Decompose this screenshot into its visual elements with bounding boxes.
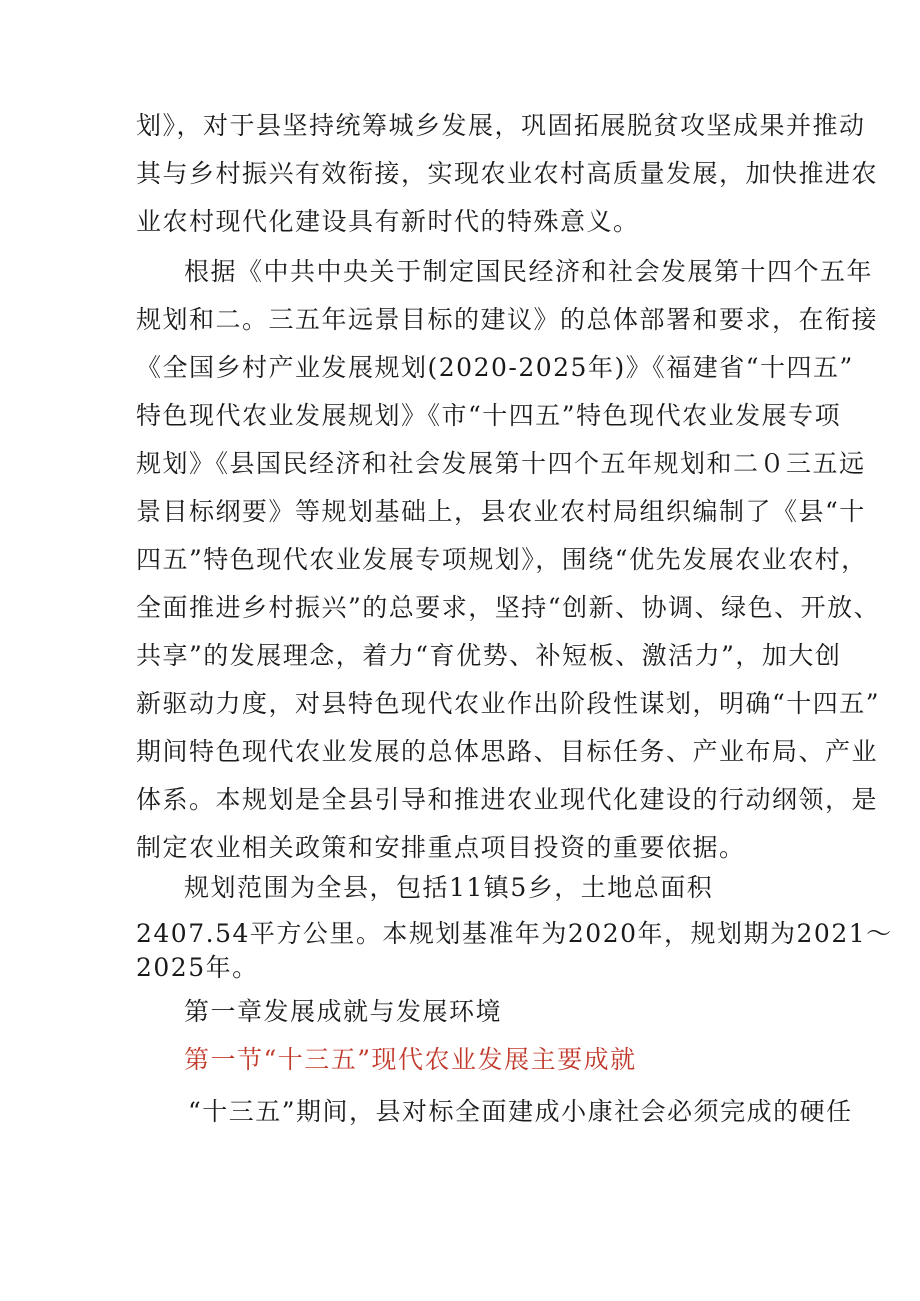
paragraph-line: 体系。本规划是全县引导和推进农业现代化建设的行动纲领，是 [136, 785, 879, 814]
paragraph-line: 特色现代农业发展规划》《市“十四五”特色现代农业发展专项 [136, 401, 842, 430]
paragraph-line: 业农村现代化建设具有新时代的特殊意义。 [136, 207, 640, 236]
paragraph-line: 规划和二。三五年远景目标的建议》的总体部署和要求，在衔接 [136, 305, 879, 334]
paragraph-line: 根据《中共中央关于制定国民经济和社会发展第十四个五年 [184, 257, 874, 286]
paragraph-line: 四五”特色现代农业发展专项规划》，围绕“优先发展农业农村， [136, 545, 868, 574]
paragraph-line: 2025年。 [136, 953, 259, 982]
paragraph-line: 景目标纲要》等规划基础上，县农业农村局组织编制了《县“十 [136, 497, 866, 526]
chapter-title: 第一章发展成就与发展环境 [184, 997, 503, 1026]
paragraph-line: 新驱动力度，对县特色现代农业作出阶段性谋划，明确“十四五” [136, 689, 881, 718]
paragraph-line: 规划》《县国民经济和社会发展第十四个五年规划和二０三五远 [136, 449, 866, 478]
paragraph-line: 其与乡村振兴有效衔接，实现农业农村高质量发展，加快推进农 [136, 159, 879, 188]
paragraph-line: “十三五”期间，县对标全面建成小康社会必须完成的硬任 [188, 1097, 853, 1126]
paragraph-line: 制定农业相关政策和安排重点项目投资的重要依据。 [136, 833, 746, 862]
paragraph-line: 《全国乡村产业发展规划(2020-2025年)》《福建省“十四五” [136, 353, 854, 382]
paragraph-line: 2407.54平方公里。本规划基准年为2020年，规划期为2021～ [136, 919, 893, 948]
paragraph-line: 全面推进乡村振兴”的总要求，坚持“创新、协调、绿色、开放、 [136, 593, 881, 622]
paragraph-line: 共享”的发展理念，着力“育优势、补短板、激活力”，加大创 [136, 641, 842, 670]
section-title: 第一节“十三五”现代农业发展主要成就 [184, 1045, 637, 1074]
paragraph-line: 规划范围为全县，包括11镇5乡，土地总面积 [184, 873, 714, 902]
paragraph-line: 划》，对于县坚持统筹城乡发展，巩固拓展脱贫攻坚成果并推动 [136, 111, 866, 140]
paragraph-line: 期间特色现代农业发展的总体思路、目标任务、产业布局、产业 [136, 737, 879, 766]
